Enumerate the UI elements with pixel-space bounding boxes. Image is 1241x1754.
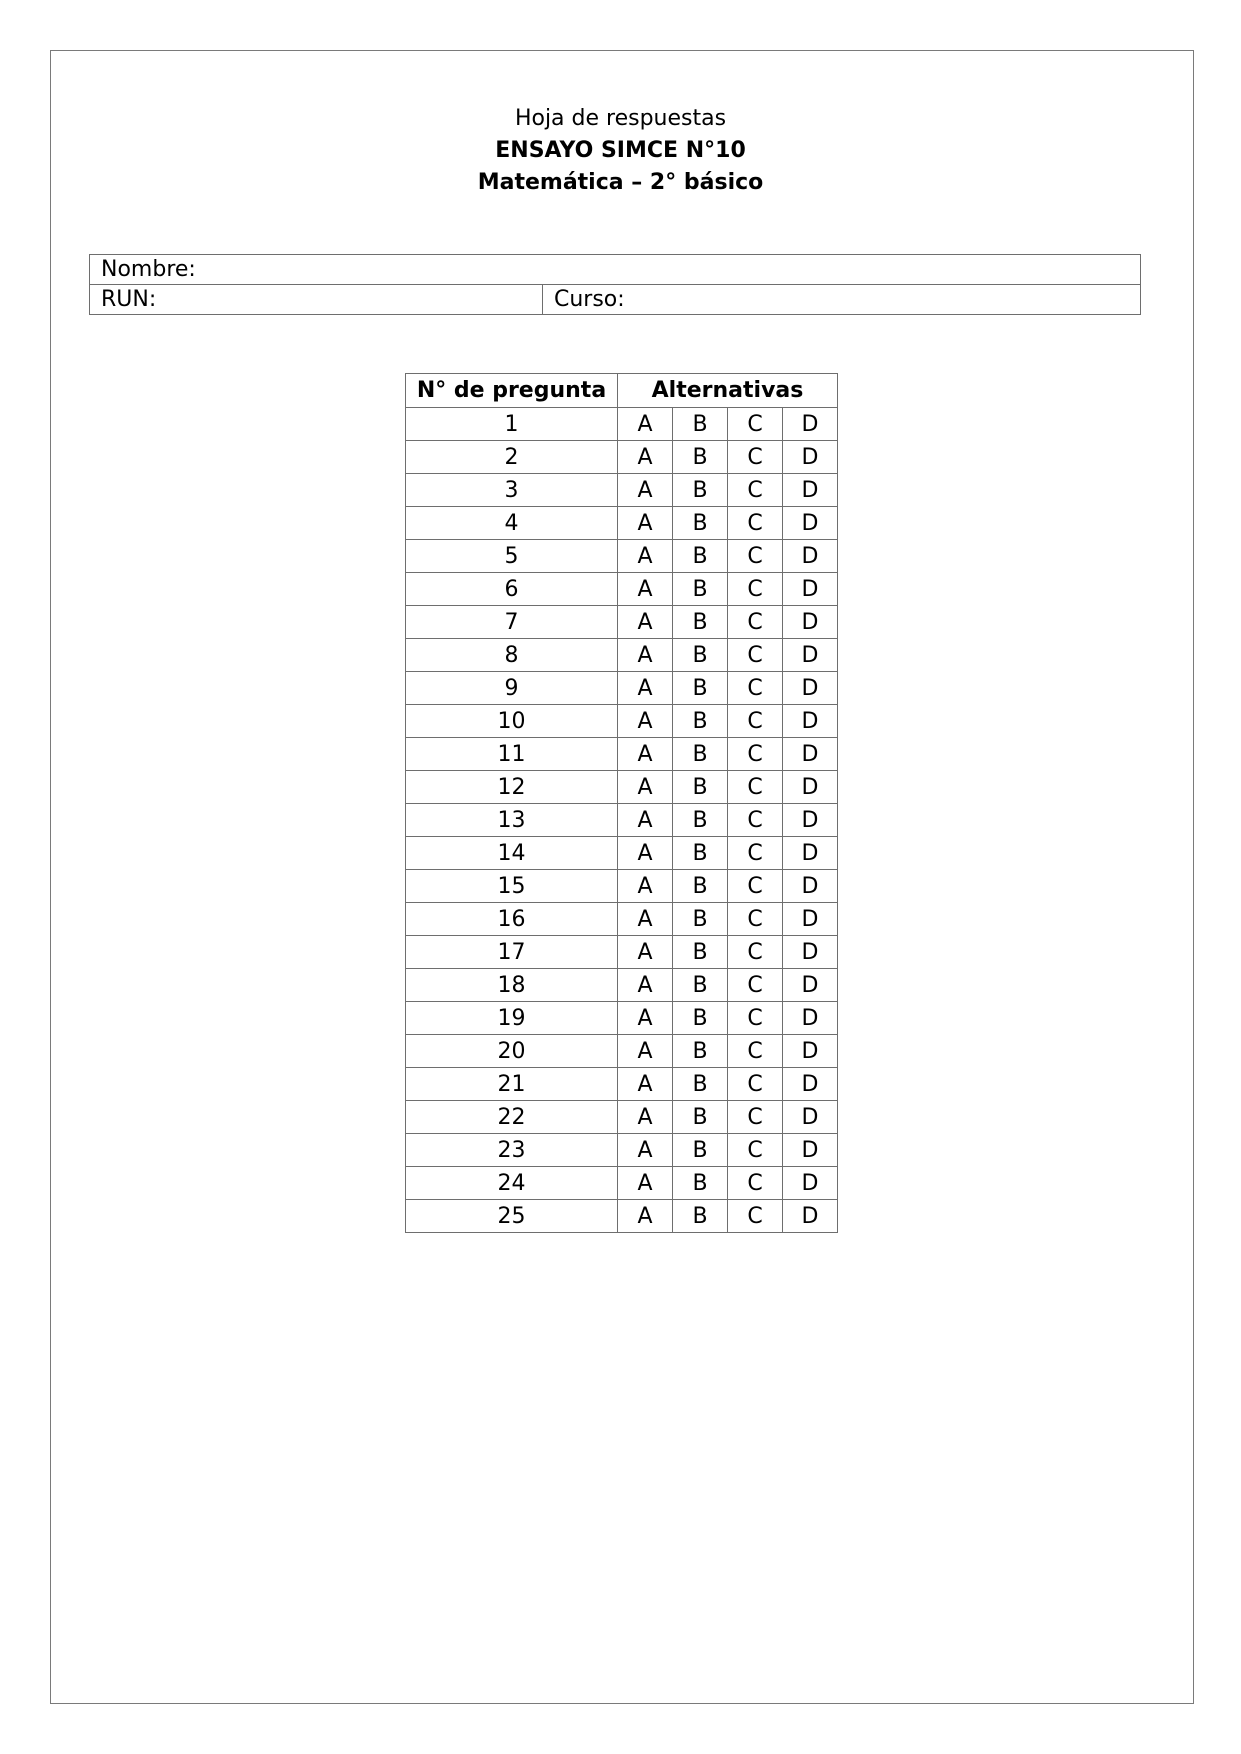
option-a[interactable]: A <box>618 804 673 837</box>
option-c[interactable]: C <box>728 639 783 672</box>
question-number: 15 <box>406 870 618 903</box>
answer-row <box>406 936 838 969</box>
answer-row <box>406 573 838 606</box>
option-c[interactable]: C <box>728 969 783 1002</box>
option-a[interactable]: A <box>618 771 673 804</box>
answer-row <box>406 771 838 804</box>
option-b[interactable]: B <box>673 705 728 738</box>
answer-row <box>406 1200 838 1233</box>
option-d[interactable]: D <box>783 936 838 969</box>
option-b[interactable]: B <box>673 408 728 441</box>
answer-row <box>406 1068 838 1101</box>
option-d[interactable]: D <box>783 1134 838 1167</box>
subject-level: Matemática – 2° básico <box>477 170 764 195</box>
option-c[interactable]: C <box>728 837 783 870</box>
option-b[interactable]: B <box>673 1101 728 1134</box>
student-info-table <box>89 254 1141 315</box>
option-a[interactable]: A <box>618 1167 673 1200</box>
option-d[interactable]: D <box>783 573 838 606</box>
answer-row <box>406 540 838 573</box>
question-number: 3 <box>406 474 618 507</box>
question-number: 8 <box>406 639 618 672</box>
option-c[interactable]: C <box>728 441 783 474</box>
run-field[interactable]: RUN: <box>90 285 543 315</box>
option-d[interactable]: D <box>783 1200 838 1233</box>
option-a[interactable]: A <box>618 1101 673 1134</box>
option-d[interactable]: D <box>783 408 838 441</box>
option-c[interactable]: C <box>728 1002 783 1035</box>
question-column-header: N° de pregunta <box>406 374 618 408</box>
option-d[interactable]: D <box>783 441 838 474</box>
option-c[interactable]: C <box>728 705 783 738</box>
option-c[interactable]: C <box>728 474 783 507</box>
option-a[interactable]: A <box>618 705 673 738</box>
option-b[interactable]: B <box>673 969 728 1002</box>
option-c[interactable]: C <box>728 903 783 936</box>
option-c[interactable]: C <box>728 540 783 573</box>
name-row <box>90 255 1141 285</box>
answer-row <box>406 672 838 705</box>
option-d[interactable]: D <box>783 1035 838 1068</box>
answer-table <box>405 373 838 1233</box>
option-b[interactable]: B <box>673 672 728 705</box>
option-c[interactable]: C <box>728 1035 783 1068</box>
answer-row <box>406 408 838 441</box>
option-b[interactable]: B <box>673 639 728 672</box>
option-d[interactable]: D <box>783 474 838 507</box>
option-a[interactable]: A <box>618 507 673 540</box>
question-number: 12 <box>406 771 618 804</box>
option-b[interactable]: B <box>673 1167 728 1200</box>
document-header <box>0 103 1241 199</box>
answer-row <box>406 1134 838 1167</box>
question-number: 17 <box>406 936 618 969</box>
option-d[interactable]: D <box>783 1101 838 1134</box>
option-c[interactable]: C <box>728 738 783 771</box>
answer-row <box>406 903 838 936</box>
option-c[interactable]: C <box>728 507 783 540</box>
question-number: 7 <box>406 606 618 639</box>
option-a[interactable]: A <box>618 672 673 705</box>
option-a[interactable]: A <box>618 606 673 639</box>
option-b[interactable]: B <box>673 936 728 969</box>
option-c[interactable]: C <box>728 672 783 705</box>
answer-row <box>406 837 838 870</box>
option-a[interactable]: A <box>618 1068 673 1101</box>
answer-row <box>406 606 838 639</box>
option-a[interactable]: A <box>618 1002 673 1035</box>
answer-row <box>406 738 838 771</box>
question-number: 23 <box>406 1134 618 1167</box>
option-a[interactable]: A <box>618 903 673 936</box>
option-c[interactable]: C <box>728 1068 783 1101</box>
option-a[interactable]: A <box>618 969 673 1002</box>
option-d[interactable]: D <box>783 1167 838 1200</box>
sheet-subtitle: Hoja de respuestas <box>514 106 727 131</box>
option-d[interactable]: D <box>783 639 838 672</box>
option-b[interactable]: B <box>673 1002 728 1035</box>
answer-row <box>406 507 838 540</box>
run-course-row <box>90 285 1141 315</box>
alternatives-column-header: Alternativas <box>618 374 838 408</box>
option-d[interactable]: D <box>783 771 838 804</box>
answer-row <box>406 1035 838 1068</box>
option-d[interactable]: D <box>783 870 838 903</box>
option-b[interactable]: B <box>673 903 728 936</box>
answer-row <box>406 1002 838 1035</box>
option-a[interactable]: A <box>618 1035 673 1068</box>
option-b[interactable]: B <box>673 507 728 540</box>
question-number: 10 <box>406 705 618 738</box>
answer-row <box>406 870 838 903</box>
question-number: 5 <box>406 540 618 573</box>
option-c[interactable]: C <box>728 771 783 804</box>
option-d[interactable]: D <box>783 540 838 573</box>
option-b[interactable]: B <box>673 1134 728 1167</box>
option-c[interactable]: C <box>728 936 783 969</box>
option-a[interactable]: A <box>618 1134 673 1167</box>
option-b[interactable]: B <box>673 441 728 474</box>
option-c[interactable]: C <box>728 1167 783 1200</box>
option-d[interactable]: D <box>783 606 838 639</box>
question-number: 22 <box>406 1101 618 1134</box>
option-a[interactable]: A <box>618 639 673 672</box>
course-field[interactable]: Curso: <box>543 285 1141 315</box>
question-number: 4 <box>406 507 618 540</box>
option-c[interactable]: C <box>728 804 783 837</box>
option-b[interactable]: B <box>673 870 728 903</box>
option-d[interactable]: D <box>783 1002 838 1035</box>
answer-row <box>406 705 838 738</box>
question-number: 11 <box>406 738 618 771</box>
answer-row <box>406 441 838 474</box>
option-d[interactable]: D <box>783 1068 838 1101</box>
option-a[interactable]: A <box>618 1200 673 1233</box>
option-d[interactable]: D <box>783 507 838 540</box>
option-c[interactable]: C <box>728 408 783 441</box>
option-c[interactable]: C <box>728 870 783 903</box>
question-number: 1 <box>406 408 618 441</box>
option-b[interactable]: B <box>673 573 728 606</box>
name-field[interactable]: Nombre: <box>90 255 1141 285</box>
option-c[interactable]: C <box>728 1134 783 1167</box>
option-d[interactable]: D <box>783 705 838 738</box>
question-number: 9 <box>406 672 618 705</box>
question-number: 13 <box>406 804 618 837</box>
option-c[interactable]: C <box>728 1101 783 1134</box>
answer-row <box>406 804 838 837</box>
option-b[interactable]: B <box>673 771 728 804</box>
option-a[interactable]: A <box>618 540 673 573</box>
option-b[interactable]: B <box>673 738 728 771</box>
option-c[interactable]: C <box>728 573 783 606</box>
option-c[interactable]: C <box>728 1200 783 1233</box>
option-d[interactable]: D <box>783 738 838 771</box>
option-d[interactable]: D <box>783 837 838 870</box>
question-number: 18 <box>406 969 618 1002</box>
option-b[interactable]: B <box>673 474 728 507</box>
option-b[interactable]: B <box>673 1068 728 1101</box>
option-a[interactable]: A <box>618 837 673 870</box>
option-a[interactable]: A <box>618 408 673 441</box>
question-number: 14 <box>406 837 618 870</box>
option-a[interactable]: A <box>618 738 673 771</box>
question-number: 24 <box>406 1167 618 1200</box>
option-c[interactable]: C <box>728 606 783 639</box>
option-b[interactable]: B <box>673 540 728 573</box>
option-b[interactable]: B <box>673 804 728 837</box>
option-a[interactable]: A <box>618 573 673 606</box>
option-d[interactable]: D <box>783 804 838 837</box>
option-a[interactable]: A <box>618 936 673 969</box>
answer-row <box>406 1167 838 1200</box>
option-a[interactable]: A <box>618 441 673 474</box>
answer-row <box>406 639 838 672</box>
answer-row <box>406 474 838 507</box>
option-a[interactable]: A <box>618 870 673 903</box>
question-number: 2 <box>406 441 618 474</box>
question-number: 19 <box>406 1002 618 1035</box>
exam-title: ENSAYO SIMCE N°10 <box>495 138 746 163</box>
answer-row <box>406 1101 838 1134</box>
option-d[interactable]: D <box>783 969 838 1002</box>
answer-table-header <box>406 374 838 408</box>
option-b[interactable]: B <box>673 606 728 639</box>
option-b[interactable]: B <box>673 1200 728 1233</box>
option-a[interactable]: A <box>618 474 673 507</box>
option-b[interactable]: B <box>673 837 728 870</box>
option-d[interactable]: D <box>783 672 838 705</box>
question-number: 20 <box>406 1035 618 1068</box>
question-number: 21 <box>406 1068 618 1101</box>
answer-row <box>406 969 838 1002</box>
option-b[interactable]: B <box>673 1035 728 1068</box>
question-number: 6 <box>406 573 618 606</box>
question-number: 25 <box>406 1200 618 1233</box>
question-number: 16 <box>406 903 618 936</box>
option-d[interactable]: D <box>783 903 838 936</box>
